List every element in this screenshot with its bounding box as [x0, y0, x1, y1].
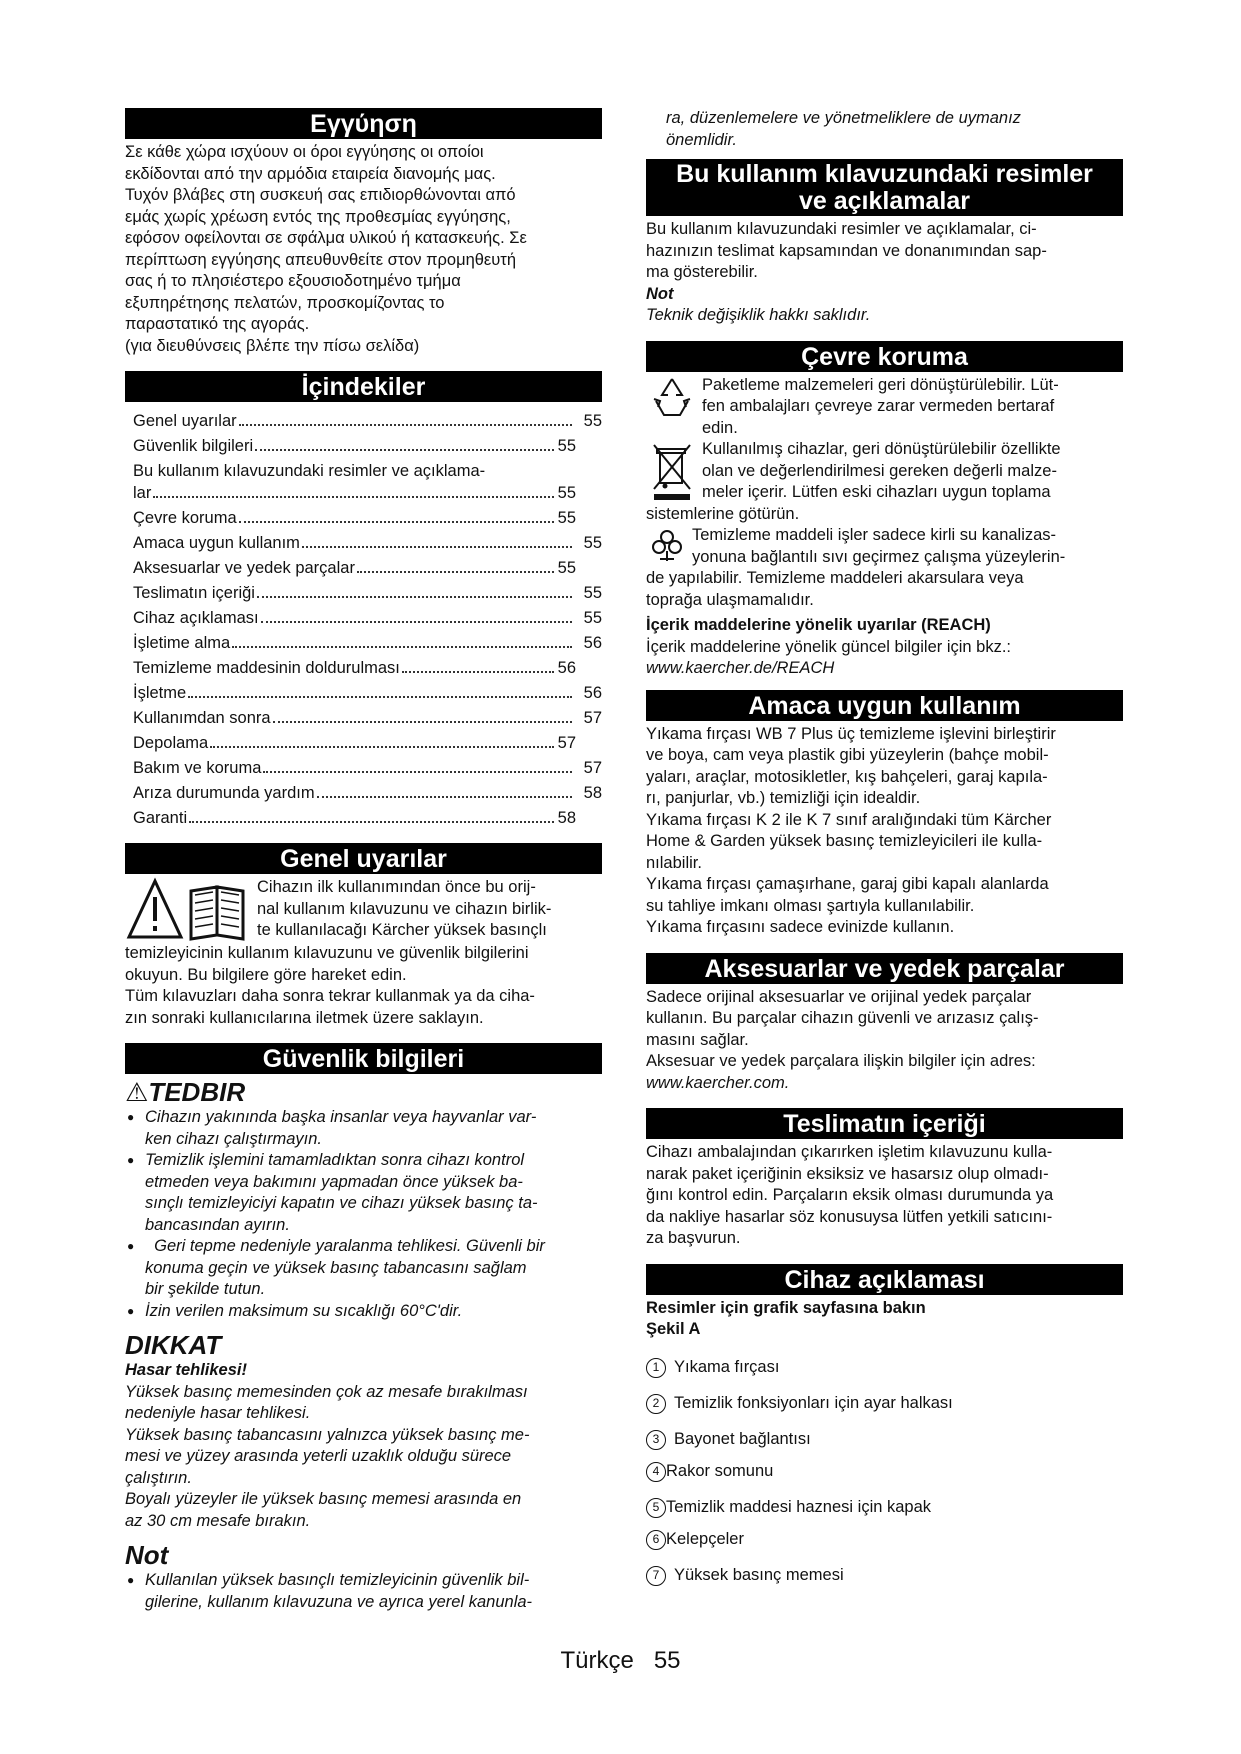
part-item: 3 Bayonet bağlantısı [646, 1429, 1123, 1451]
note-continuation: ra, düzenlemelere ve yönetmeliklere de uymanız önemlidir. [666, 109, 1021, 149]
env-heading: Çevre koruma [646, 341, 1123, 372]
general-text: Cihazın ilk kullanımından önce bu orij- [257, 878, 536, 896]
warranty-line: Τυχόν βλάβες στη συσκευή σας επιδιορθώνονται από [125, 186, 516, 204]
warranty-heading: Εγγύηση [125, 108, 602, 139]
images-text: ma gösterebilir. [646, 263, 758, 281]
attention-label: DIKKAT [125, 1330, 222, 1360]
toc-entry[interactable]: Kullanımdan sonra 57 [133, 709, 602, 727]
reach-text: İçerik maddelerine yönelik güncel bilgiler için bkz.: [646, 637, 1012, 656]
usage-text: Yıkama fırçası WB 7 Plus üç temizleme işlevini birleştirir ve boya, cam veya plastik gibi yüzeylerin (bahçe mobil- yaları, araçlar, motosikletler, kış bahçeleri, garaj kapıla- rı, panjurlar, vb.) temizliği için idealdir. Yıkama fırçası K 2 ile K 7 sınıf aralığındaki tüm Kärcher Home & Garden yüksek basınç temizleyicileri ile kulla- nılabilir. Yıkama fırçası çamaşırhane, garaj gibi kapalı alanlarda su tahliye imkanı olması şartıyla kullanılabilir. Yıkama fırçasını sadece evinizde kullanın. [646, 724, 1056, 936]
toc-entry[interactable]: İşletme 56 [133, 684, 602, 702]
caution-label: ⚠TEDBIR [125, 1077, 246, 1107]
images-note-text: Teknik değişiklik hakkı saklıdır. [646, 306, 871, 324]
warranty-line: Σε κάθε χώρα ισχύουν οι όροι εγγύησης οι οποίοι [125, 143, 484, 161]
device-parts-list [646, 1357, 1123, 1587]
images-heading: Bu kullanım kılavuzundaki resimler ve açıklamalar [646, 159, 1123, 216]
delivery-heading: Teslimatın içeriği [646, 1108, 1123, 1139]
toc-entry[interactable]: Güvenlik bilgileri 55 [133, 437, 576, 455]
warranty-line: (για διευθύνσεις βλέπε την πίσω σελίδα) [125, 336, 420, 355]
toc-entry[interactable]: Aksesuarlar ve yedek parçalar 55 [133, 559, 576, 577]
reach-link[interactable]: www.kaercher.de/REACH [646, 659, 835, 677]
safety-bullet: ● Geri tepme nedeniyle yaralanma tehlikesi. Güvenli bir konuma geçin ve yüksek basınç tabancasını sağlam bir şekilde tutun. [125, 1236, 602, 1301]
general-text: te kullanılacağı Kärcher yüksek basınçlı [257, 921, 547, 939]
usage-heading: Amaca uygun kullanım [646, 690, 1123, 721]
part-item: 1 Yıkama fırçası [646, 1357, 1123, 1379]
warranty-line: εξυπηρέτησης πελατών, προσκομίζοντας το [125, 293, 445, 312]
part-number: 3 [646, 1430, 666, 1450]
general-heading: Genel uyarılar [125, 843, 602, 874]
images-note-label: Not [646, 284, 674, 303]
general-text: nal kullanım kılavuzunu ve cihazın birlik- [257, 899, 552, 918]
toc-entry[interactable]: Amaca uygun kullanım 55 [133, 534, 602, 552]
warranty-line: εμάς χωρίς χρέωση εντός της προθεσμίας εγγύησης, [125, 207, 511, 226]
toc-entry[interactable]: İşletime alma 56 [133, 634, 602, 652]
damage-text: Yüksek basınç memesinden çok az mesafe bırakılması nedeniyle hasar tehlikesi. Yüksek basınç tabancasını yalnızca yüksek basınç me- mesi ve yüzey arasında yeterli uzaklık olduğu sürece çalıştırın. Boyalı yüzeyler ile yüksek basınç memesi arasında en az 30 cm mesafe bırakın. [125, 1382, 530, 1530]
damage-heading: Hasar tehlikesi! [125, 1361, 247, 1379]
part-item: 6 Kelepçeler [646, 1529, 1123, 1551]
toc-entry[interactable]: Garanti 58 [133, 809, 576, 827]
toc-entry[interactable]: Genel uyarılar 55 [133, 412, 602, 430]
accessories-link[interactable]: www.kaercher.com. [646, 1073, 790, 1092]
safety-bullet: ● İzin verilen maksimum su sıcaklığı 60°C'dir. [125, 1301, 602, 1323]
safety-bullet: ● Temizlik işlemini tamamladıktan sonra cihazı kontrol etmeden veya bakımını yapmadan önce yüksek ba- sınçlı temizleyiciyi kapatın ve cihazı yüksek basınç ta- bancasından ayırın. [125, 1150, 602, 1236]
toc-entry[interactable]: Bu kullanım kılavuzundaki resimler ve açıklama- [133, 462, 486, 480]
delivery-text: Cihazı ambalajından çıkarırken işletim kılavuzunu kulla- narak paket içeriğinin eksiksiz ve hasarsız olup olmadı- ğını kontrol edin. Parçaların eksik olması durumunda ya da nakliye hasarlar söz konusuysa lütfen yetkili satıcını- za başvurun. [646, 1143, 1054, 1247]
general-text: Tüm kılavuzları daha sonra tekrar kullanmak ya da ciha- [125, 987, 535, 1005]
device-sub2: Şekil A [646, 1320, 701, 1338]
toc-entry[interactable]: lar 55 [133, 484, 576, 502]
safety-bullet: ● Cihazın yakınında başka insanlar veya hayvanlar var- ken cihazı çalıştırmayın. [125, 1107, 602, 1150]
warning-triangle-icon: ⚠ [125, 1077, 149, 1107]
accessories-heading: Aksesuarlar ve yedek parçalar [646, 953, 1123, 984]
toc-entry[interactable]: Bakım ve koruma 57 [133, 759, 602, 777]
recycle-icon [650, 375, 694, 421]
images-text: Bu kullanım kılavuzundaki resimler ve açıklamalar, ci- [646, 220, 1037, 238]
part-item: 7 Yüksek basınç memesi [646, 1565, 1123, 1587]
weee-block: Kullanılmış cihazlar, geri dönüştürülebilir özellikte olan ve değerlendirilmesi gereken değerli malze- meler içerir. Lütfen eski cihazları uygun toplama sistemlerine götürün. [646, 440, 1061, 523]
general-text: okuyun. Bu bilgilere göre hareket edin. [125, 965, 407, 984]
env-text: toprağa ulaşmamalıdır. [646, 590, 814, 609]
part-number: 5 [646, 1498, 666, 1518]
drain-block: Temizleme maddeli işler sadece kirli su kanalizas- yonuna bağlantılı sıvı geçirmez çalışma yüzeylerin- [646, 525, 1123, 568]
warranty-line: εκδίδονται από την αρμόδια εταιρεία διανομής μας. [125, 164, 496, 183]
reach-heading: İçerik maddelerine yönelik uyarılar (REACH) [646, 616, 991, 634]
toc-heading: İçindekiler [125, 371, 602, 402]
part-number: 7 [646, 1566, 666, 1586]
part-number: 2 [646, 1394, 666, 1414]
toc-entry[interactable]: Çevre koruma 55 [133, 509, 576, 527]
recycle-block: Paketleme malzemeleri geri dönüştürülebilir. Lüt- fen ambalajları çevreye zarar vermeden bertaraf edin. [646, 375, 1123, 440]
right-column [646, 108, 1123, 1587]
toc-entry[interactable]: Teslimatın içeriği 55 [133, 584, 602, 602]
general-text: temizleyicinin kullanım kılavuzunu ve güvenlik bilgilerini [125, 944, 529, 962]
warranty-line: σας ή το πλησιέστερο εξουσιοδοτημένο τμήμα [125, 272, 461, 290]
toc-entry[interactable]: Cihaz açıklaması 55 [133, 609, 602, 627]
warning-manual-icon [125, 877, 249, 943]
general-text: zın sonraki kullanıcılarına iletmek üzere saklayın. [125, 1008, 484, 1027]
part-item: 5 Temizlik maddesi haznesi için kapak [646, 1497, 1123, 1519]
warranty-line: εφόσον οφείλονται σε σφάλμα υλικού ή κατασκευής. Σε [125, 229, 527, 247]
part-item: 2 Temizlik fonksiyonları için ayar halkası [646, 1393, 1123, 1415]
accessories-text: Sadece orijinal aksesuarlar ve orijinal yedek parçalar kullanın. Bu parçalar cihazın güvenli ve arızasız çalış- masını sağlar. Aksesuar ve yedek parçalara ilişkin bilgiler için adres: www.kaercher.com. [646, 987, 1123, 1095]
page-number: 55 [653, 1647, 681, 1674]
device-heading: Cihaz açıklaması [646, 1264, 1123, 1295]
part-number: 6 [646, 1530, 666, 1550]
note-label: Not [125, 1540, 169, 1570]
footer-language: Türkçe [560, 1647, 634, 1674]
toc-entry[interactable]: Depolama 57 [133, 734, 576, 752]
images-text: hazınızın teslimat kapsamından ve donanımından sap- [646, 241, 1047, 260]
table-of-contents [125, 405, 602, 833]
note-bullet: ● Kullanılan yüksek basınçlı temizleyicinin güvenlik bil- gilerine, kullanım kılavuzuna ve ayrıca yerel kanunla- [125, 1570, 602, 1613]
part-number: 4 [646, 1462, 666, 1482]
drain-icon [650, 527, 684, 567]
toc-entry[interactable]: Temizleme maddesinin doldurulması 56 [133, 659, 576, 677]
safety-heading: Güvenlik bilgileri [125, 1043, 602, 1074]
warranty-line: περίπτωση εγγύησης απευθυνθείτε στον προμηθευτή [125, 250, 517, 269]
warranty-line: παραστατικό της αγοράς. [125, 315, 310, 333]
toc-entry[interactable]: Arıza durumunda yardım 58 [133, 784, 602, 802]
page-footer [0, 1647, 1241, 1674]
part-item: 4 Rakor somunu [646, 1461, 1123, 1483]
left-column [125, 108, 602, 1613]
part-number: 1 [646, 1358, 666, 1378]
warranty-text [125, 142, 602, 357]
device-sub1: Resimler için grafik sayfasına bakın [646, 1298, 926, 1317]
env-text: de yapılabilir. Temizleme maddeleri akarsulara veya [646, 569, 1024, 587]
crossed-bin-icon [650, 439, 694, 503]
general-warnings [125, 877, 602, 943]
